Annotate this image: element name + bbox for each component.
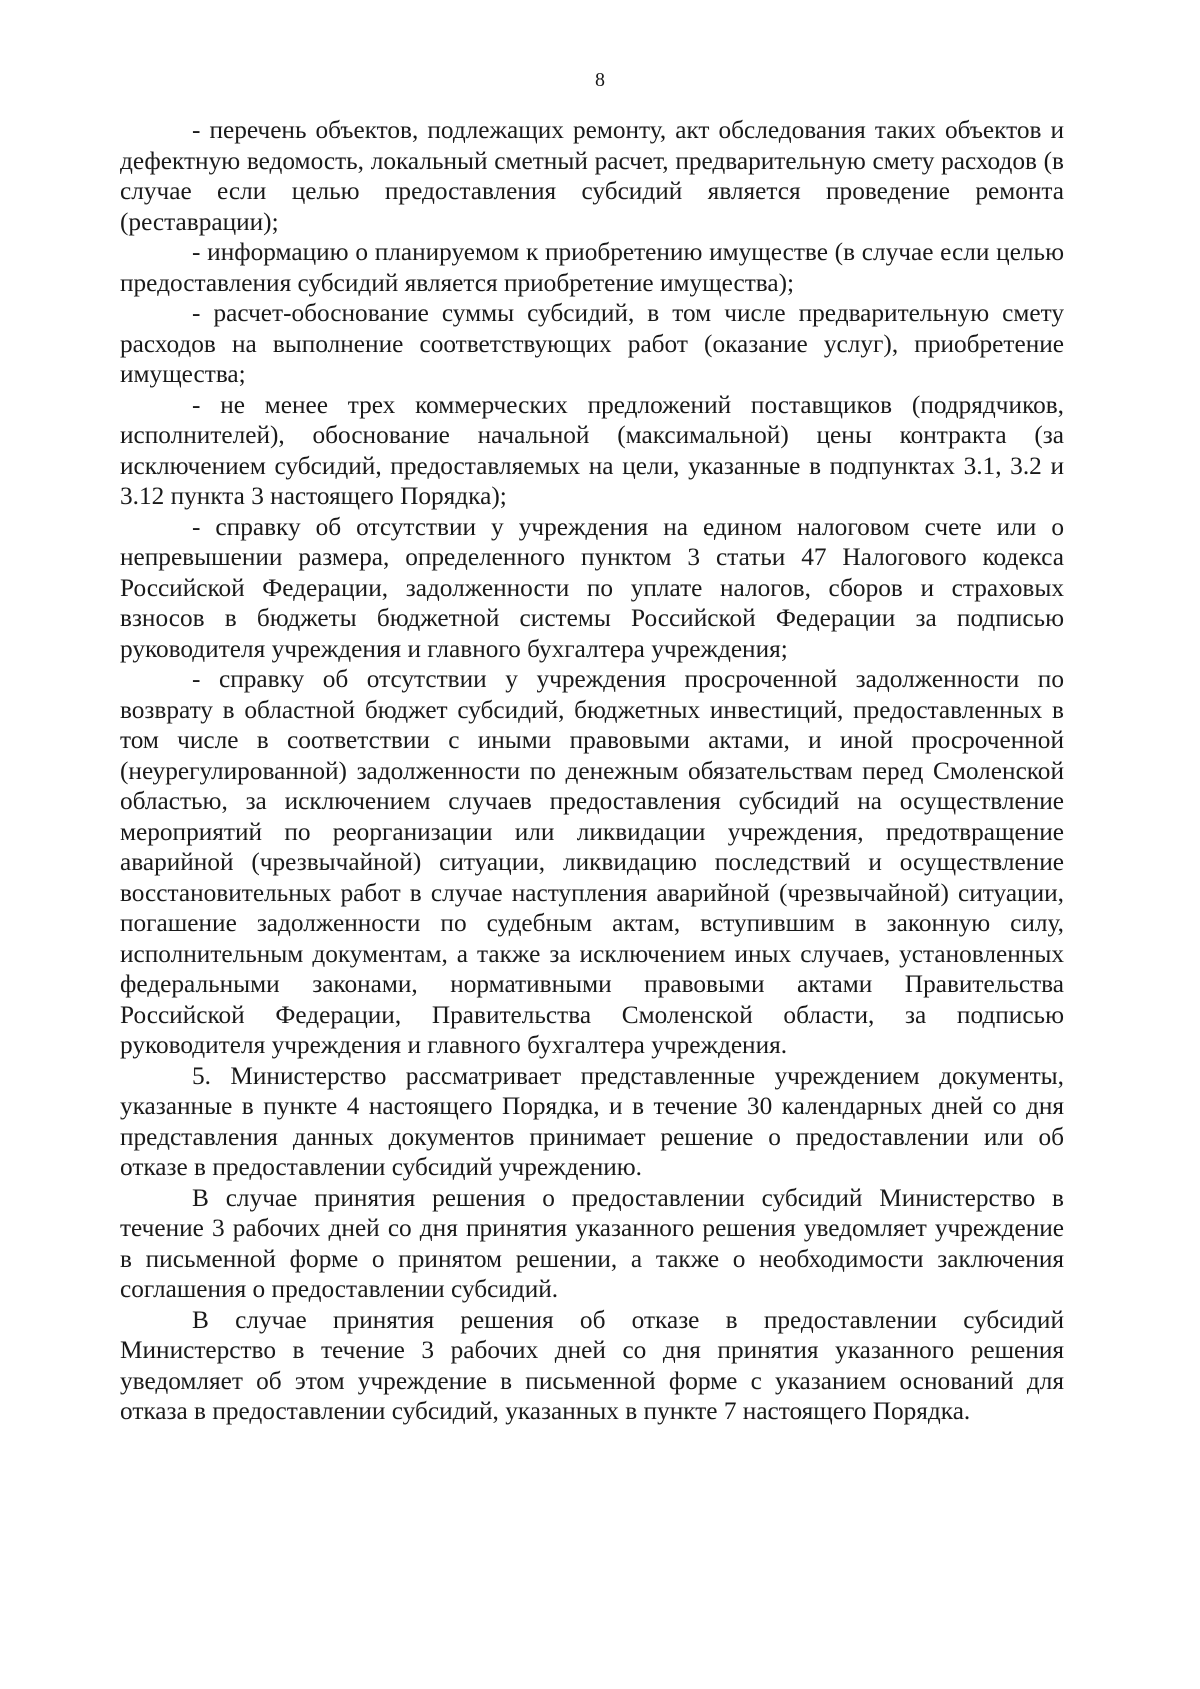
document-body (120, 115, 1064, 1427)
list-item-tax-certificate: - справку об отсутствии у учреждения на едином налоговом счете или о непревышении размера, определенного пунктом 3 статьи 47 Налогового кодекса Российской Федерации, задолженности по уплате налогов, сборов и страховых взносов в бюджеты бюджетной системы Российской Федерации за подписью руководителя учреждения и главного бухгалтера учреждения; (120, 512, 1064, 663)
paragraph-clause-5: 5. Министерство рассматривает представленные учреждением документы, указанные в пункте 4 настоящего Порядка, и в течение 30 календарных дней со дня представления данных документов принимает решение о предоставлении или об отказе в предоставлении субсидий учреждению. (120, 1061, 1064, 1181)
list-item-property-info: - информацию о планируемом к приобретению имуществе (в случае если целью предоставления субсидий является приобретение имущества); (120, 238, 1064, 297)
list-item-objects-repair: - перечень объектов, подлежащих ремонту, акт обследования таких объектов и дефектную ведомость, локальный сметный расчет, предварительную смету расходов (в случае если целью предоставления субсидий является проведение ремонта (реставрации); (120, 116, 1064, 236)
page-number: 8 (595, 69, 605, 91)
list-item-commercial-offers: - не менее трех коммерческих предложений поставщиков (подрядчиков, исполнителей), обоснование начальной (максимальной) цены контракта (за исключением субсидий, предоставляемых на цели, указанные в подпунктах 3.1, 3.2 и 3.12 пункта 3 настоящего Порядка); (120, 390, 1064, 510)
list-item-calculation: - расчет-обоснование суммы субсидий, в том числе предварительную смету расходов на выполнение соответствующих работ (оказание услуг), приобретение имущества; (120, 299, 1064, 388)
list-item-debt-certificate: - справку об отсутствии у учреждения просроченной задолженности по возврату в областной бюджет субсидий, бюджетных инвестиций, предоставленных в том числе в соответствии с иными правовыми актами, и иной просроченной (неурегулированной) задолженности по денежным обязательствам перед Смоленской областью, за исключением случаев предоставления субсидий на осуществление мероприятий по реорганизации или ликвидации учреждения, предотвращение аварийной (чрезвычайной) ситуации, ликвидацию последствий и осуществление восстановительных работ в случае наступления аварийной (чрезвычайной) ситуации, погашение задолженности по судебным актам, вступившим в законную силу, исполнительным документам, а также за исключением иных случаев, установленных федеральными законами, нормативными правовыми актами Правительства Российской Федерации, Правительства Смоленской области, за подписью руководителя учреждения и главного бухгалтера учреждения. (120, 665, 1064, 1059)
paragraph-approval-case: В случае принятия решения о предоставлении субсидий Министерство в течение 3 рабочих дней со дня принятия указанного решения уведомляет учреждение в письменной форме о принятом решении, а также о необходимости заключения соглашения о предоставлении субсидий. (120, 1183, 1064, 1303)
paragraph-refusal-case: В случае принятия решения об отказе в предоставлении субсидий Министерство в течение 3 рабочих дней со дня принятия указанного решения уведомляет об этом учреждение в письменной форме с указанием оснований для отказа в предоставлении субсидий, указанных в пункте 7 настоящего Порядка. (120, 1305, 1064, 1425)
